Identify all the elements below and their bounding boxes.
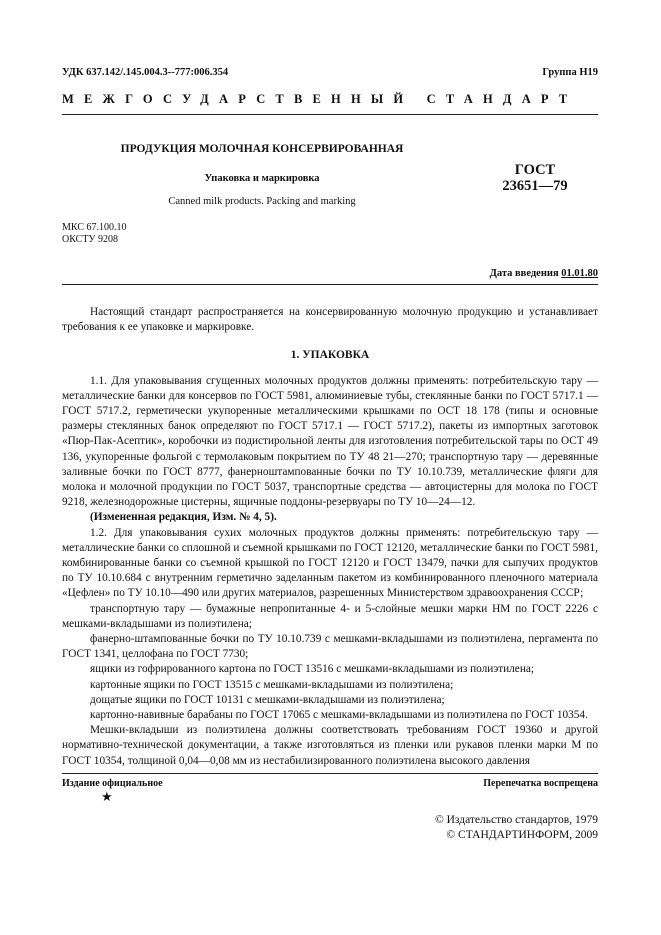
paragraph-drums: картонно-навивные барабаны по ГОСТ 17065 с мешками-вкладышами из полиэтилена по ГОСТ 10354. — [90, 709, 588, 722]
header-rule — [62, 114, 598, 115]
paragraph-corrugated: ящики из гофрированного картона по ГОСТ 13516 с мешками-вкладышами из полиэтилена; — [90, 663, 535, 676]
reprint-notice: Перепечатка воспрещена — [483, 778, 598, 789]
document-title: ПРОДУКЦИЯ МОЛОЧНАЯ КОНСЕРВИРОВАННАЯ — [120, 143, 404, 155]
mks-code: МКС 67.100.10 — [62, 222, 127, 233]
copyright-standartinform: © СТАНДАРТИНФОРМ, 2009 — [446, 829, 598, 841]
document-body — [62, 305, 598, 769]
paragraph-barrels: фанерно-штампованные бочки по ТУ 10.10.739 с мешками-вкладышами из полиэтилена, пергамента по ГОСТ 1341, целлофана по ГОСТ 7730; — [62, 633, 598, 661]
gost-label: ГОСТ — [514, 162, 556, 178]
footer-rule — [62, 773, 598, 774]
copyright-publisher: © Издательство стандартов, 1979 — [434, 814, 598, 826]
udk-code: УДК 637.142/.145.004.3--777:006.354 — [62, 67, 229, 78]
gost-number: 23651—79 — [502, 178, 568, 194]
paragraph-transport: транспортную тару — бумажные непропитанные 4- и 5-слойные мешки марки НМ по ГОСТ 2226 с мешками-вкладышами из полиэтилена; — [62, 602, 598, 630]
date-label: Дата введения — [489, 268, 559, 279]
english-title: Canned milk products. Packing and marking — [168, 196, 356, 207]
date-rule — [62, 284, 598, 285]
star-mark: ★ — [101, 789, 113, 804]
section-1-title: 1. УПАКОВКА — [290, 349, 370, 362]
paragraph-wooden: дощатые ящики по ГОСТ 10131 с мешками-вкладышами из полиэтилена; — [90, 693, 445, 706]
document-subtitle: Упаковка и маркировка — [204, 173, 320, 184]
official-edition: Издание официальное — [62, 778, 163, 789]
intro-paragraph: Настоящий стандарт распространяется на консервированную молочную продукцию и устанавливает требования к ее упаковке и маркировке. — [62, 306, 598, 334]
date-value: 01.01.80 — [561, 268, 598, 279]
standard-type-band: МЕЖГОСУДАРСТВЕННЫЙ СТАНДАРТ — [62, 92, 578, 106]
group-code: Группа Н19 — [542, 67, 598, 78]
introduction-date — [490, 268, 598, 279]
edit-note: (Измененная редакция, Изм. № 4, 5). — [90, 511, 277, 524]
paragraph-liners: Мешки-вкладыши из полиэтилена должны соответствовать требованиям ГОСТ 19360 и другой нормативно-технической документации, а также изготовляться из пленки или рукавов пленки марки М по ГОСТ 10354, толщиной 0,04—0,08 мм из нестабилизированного полиэтилена высокого давления — [62, 724, 598, 767]
paragraph-1-1: 1.1. Для упаковывания сгущенных молочных продуктов должны применять: потребительскую тару — металлические банки для консервов по ГОСТ 5981, алюминиевые тубы, стеклянные банки по ГОСТ 5717.1 — ГОСТ 5717.2, герметически укупоренные металлическими крышками по ОСТ 18 178 (типы и основные размеры стеклянных банок определяют по ГОСТ 5717.1 — ГОСТ 5717.2), пакеты из импортных заготовок «Пюр-Пак-Асептик», коробочки из подистирольной ленты для изготовления потребительской тары по ОСТ 49 136, укупоренные фольгой с термолаковым покрытием по ТУ 48 21—270; транспортную тару — деревянные заливные бочки по ГОСТ 8777, фанерноштампованные бочки по ТУ 10.10.739, металлические фляги для молока и молочной продукции по ГОСТ 5037, транспортные средства — автоцистерны для молока по ГОСТ 9218, железнодорожные цистерны, ящичные поддоны-резервуары по ТУ 10—24—12. — [62, 374, 598, 509]
paragraph-1-2: 1.2. Для упаковывания сухих молочных продуктов должны применять: потребительскую тару — металлические банки со сплошной и съемной крышками по ГОСТ 12120, металлические банки по ГОСТ 5981, комбинированные банки со съемной крышкой по ГОСТ 12120 и ГОСТ 13479, пачки для сыпучих продуктов по ТУ 10.10.684 с внутренним герметично заделанным пакетом из комбинированного пленочного материала «Цефлен» по ТУ 10.10—490 или других материалов, разрешенных Министерством здравоохранения СССР; — [62, 526, 598, 600]
paragraph-cardboard: картонные ящики по ГОСТ 13515 с мешками-вкладышами из полиэтилена; — [90, 678, 454, 691]
okstu-code: ОКСТУ 9208 — [62, 234, 119, 245]
